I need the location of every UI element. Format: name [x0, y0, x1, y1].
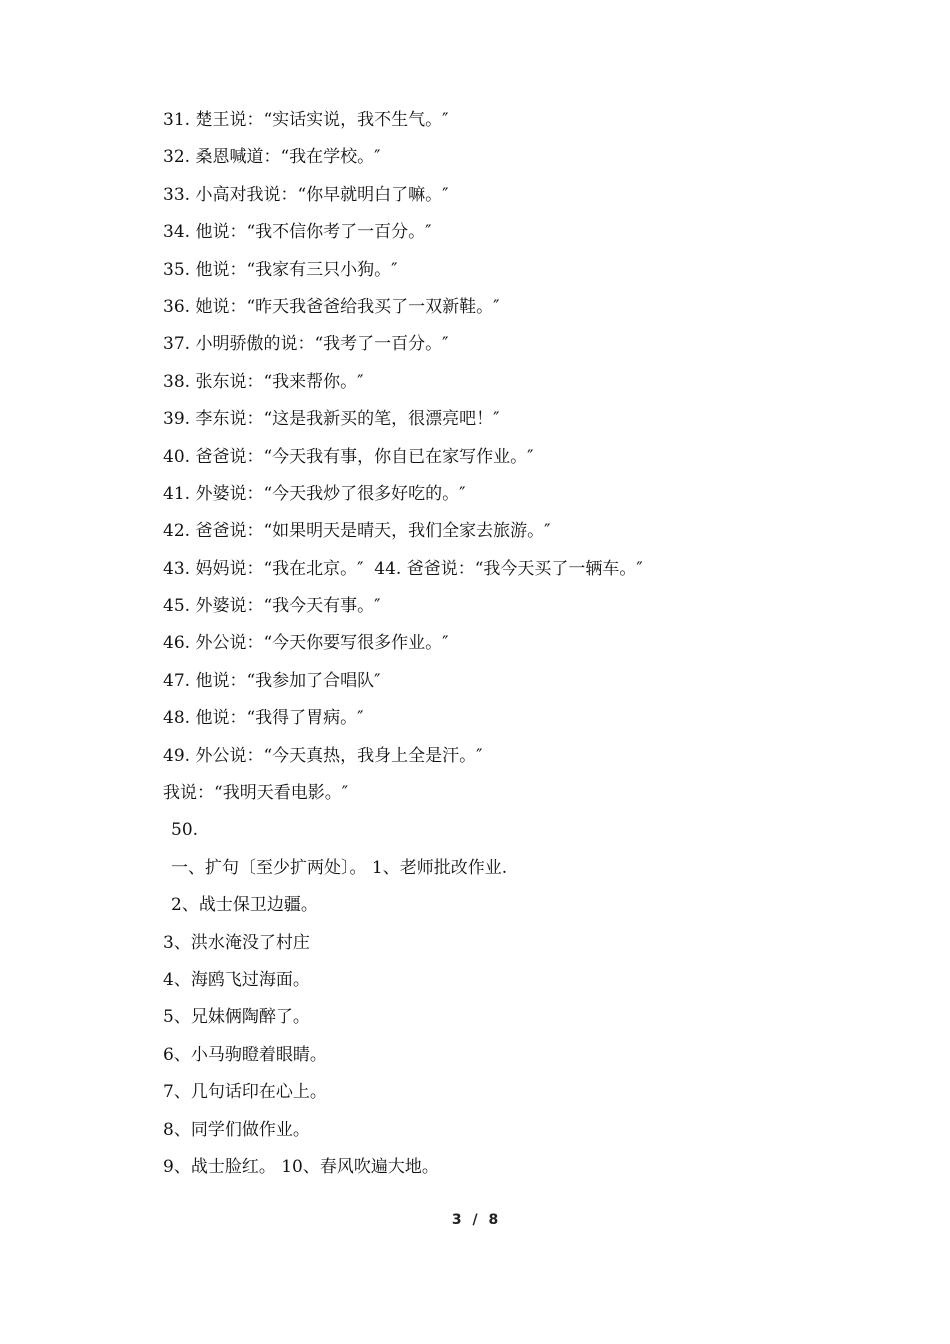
- text-line: 7、几句话印在心上。: [163, 1082, 327, 1103]
- text-line: 35. 他说：“我家有三只小狗。″: [163, 259, 398, 280]
- text-line: 5、兄妹俩陶醉了。: [163, 1007, 310, 1028]
- text-line: 36. 她说：“昨天我爸爸给我买了一双新鞋。″: [163, 296, 500, 317]
- text-line: 4、海鸥飞过海面。: [163, 969, 310, 990]
- text-line: 38. 张东说：“我来帮你。″: [163, 371, 364, 392]
- page-separator: /: [472, 1212, 478, 1228]
- text-line: 我说：“我明天看电影。″: [163, 783, 349, 804]
- text-line: 49. 外公说：“今天真热，我身上全是汗。″: [163, 745, 483, 766]
- text-line: 42. 爸爸说：“如果明天是晴天，我们全家去旅游。″: [163, 521, 551, 542]
- text-line: 34. 他说：“我不信你考了一百分。″: [163, 222, 432, 243]
- text-line: 41. 外婆说：“今天我炒了很多好吃的。″: [163, 483, 466, 504]
- text-line: 32. 桑恩喊道：“我在学校。″: [163, 147, 381, 168]
- text-line: 37. 小明骄傲的说：“我考了一百分。″: [163, 334, 449, 355]
- text-line: 48. 他说：“我得了胃病。″: [163, 708, 364, 729]
- text-line: 46. 外公说：“今天你要写很多作业。″: [163, 633, 449, 654]
- text-line: 47. 他说：“我参加了合唱队″: [163, 670, 381, 691]
- text-line: 3、洪水淹没了村庄: [163, 932, 310, 953]
- text-line: 31. 楚王说：“实话实说，我不生气。″: [163, 110, 449, 130]
- text-line: 8、同学们做作业。: [163, 1119, 310, 1140]
- text-line: 43. 妈妈说：“我在北京。″ 44. 爸爸说：“我今天买了一辆车。″: [163, 558, 643, 579]
- text-line: 45. 外婆说：“我今天有事。″: [163, 596, 381, 617]
- page-total: 8: [488, 1212, 499, 1228]
- document-body: [163, 102, 903, 1186]
- text-line: 2、战士保卫边疆。: [171, 895, 318, 916]
- text-line: 6、小马驹瞪着眼睛。: [163, 1044, 327, 1065]
- text-line: 50.: [171, 820, 199, 841]
- page-number: [0, 1212, 950, 1228]
- text-line: 9、战士脸红。 10、春风吹遍大地。: [163, 1156, 439, 1177]
- text-line: 33. 小高对我说：“你早就明白了嘛。″: [163, 184, 449, 205]
- text-line: 一、扩句〔至少扩两处〕。 1、老师批改作业.: [171, 857, 508, 878]
- text-line: 40. 爸爸说：“今天我有事，你自已在家写作业。″: [163, 446, 534, 467]
- page-current: 3: [451, 1212, 462, 1228]
- text-line: 39. 李东说：“这是我新买的笔，很漂亮吧！″: [163, 409, 500, 430]
